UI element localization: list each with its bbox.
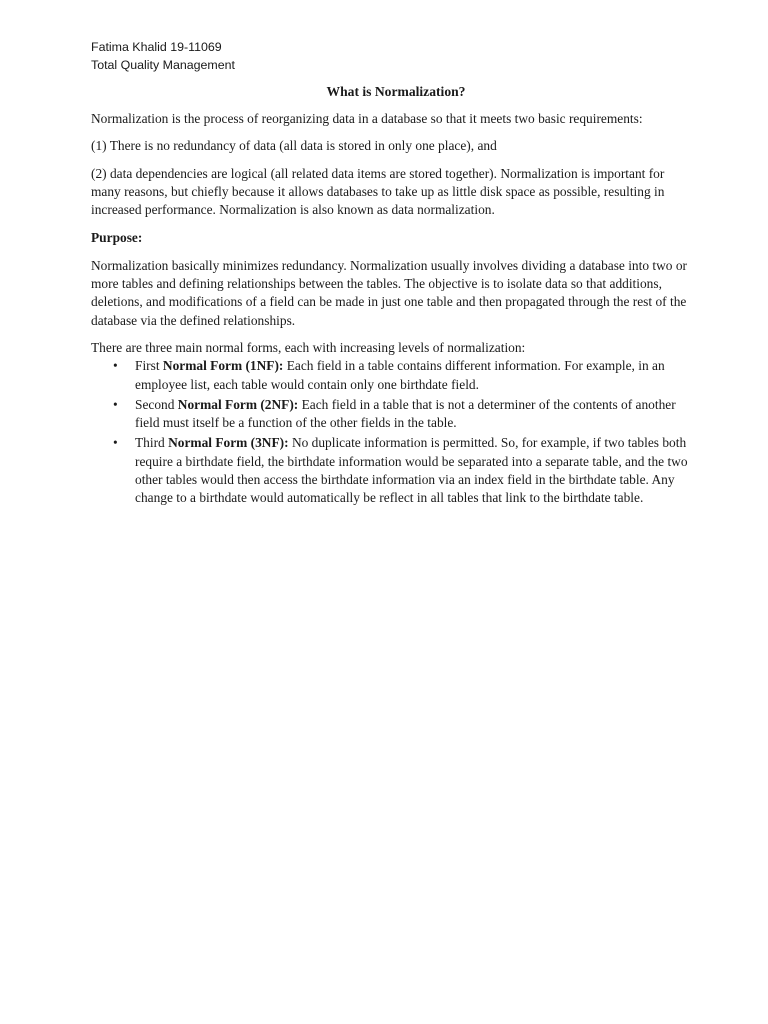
bullet-icon: • [113,396,118,412]
author-line: Fatima Khalid 19-11069 [91,40,222,54]
document-page [91,38,691,508]
bullet-icon: • [113,435,118,451]
purpose-heading: Purpose: [91,230,143,246]
course-line: Total Quality Management [91,58,235,72]
form-label: Normal Form (1NF): [162,358,284,374]
intro-paragraph: Normalization is the process of reorganizing data in a database so that it meets two basic requirements: [91,111,643,126]
requirement-two-paragraph: (2) data dependencies are logical (all related data items are stored together). Normalization is important for many reasons, but chiefly because it allows databases to take up as little disk space as possible, resulting in increased performance. Normalization is also known as data normalization. [91,165,665,218]
bullet-icon: • [113,358,118,374]
normal-forms-list [91,357,691,507]
purpose-paragraph: Normalization basically minimizes redundancy. Normalization usually involves dividing a database into two or more tables and defining relationships between the tables. The objective is to isolate data so that additions, deletions, and modifications of a field can be made in just one table and then propagated through the rest of the database via the defined relationships. [91,257,687,328]
normal-forms-intro: There are three main normal forms, each with increasing levels of normalization: [91,339,526,355]
form-prefix: Third [135,435,169,451]
form-prefix: Second [135,396,178,412]
document-title: What is Normalization? [326,84,466,99]
list-item [91,434,691,507]
list-item [91,357,691,394]
form-description: Each field in a table that is not a determiner of the contents of another field must itself be a function of the other fields in the table. [135,396,676,431]
form-label: Normal Form (2NF): [177,396,299,412]
form-label: Normal Form (3NF): [168,435,289,451]
form-description: Each field in a table contains different information. For example, in an employee list, each table would contain only one birthdate field. [135,358,665,392]
form-prefix: First [135,358,163,374]
requirement-one-paragraph: (1) There is no redundancy of data (all data is stored in only one place), and [91,138,497,154]
form-description: No duplicate information is permitted. So, for example, if two tables both require a birthdate field, the birthdate information would be separated into a separate table, and the two other tables would then access the birthdate information via an index field in the birthdate table. Any change to a birthdate would automatically be reflect in all tables that link to the birthdate table. [135,435,688,506]
list-item [91,396,691,433]
